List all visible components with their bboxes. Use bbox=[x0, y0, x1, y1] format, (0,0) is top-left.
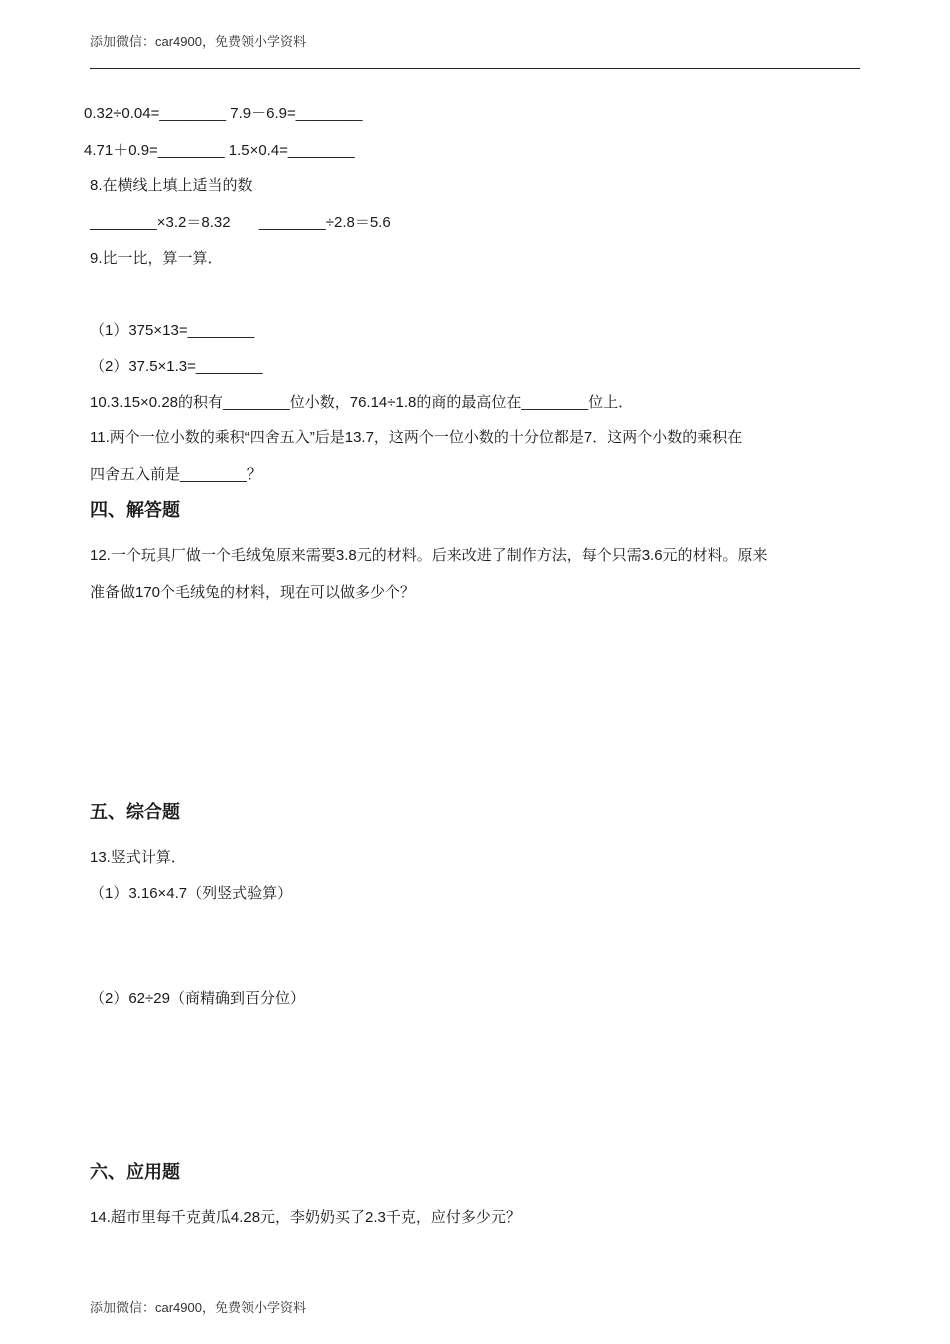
question-12-line-1: 12.一个玩具厂做一个毛绒兔原来需要3.8元的材料。后来改进了制作方法，每个只需3.6元的材料。原来 bbox=[90, 547, 768, 564]
question-13-part-2: （2）62÷29（商精确到百分位） bbox=[90, 990, 305, 1007]
question-8: 8.在横线上填上适当的数 bbox=[90, 177, 253, 194]
page-footer: 添加微信：car4900，免费领小学资料 bbox=[90, 1300, 306, 1315]
question-12-line-2: 准备做170个毛绒兔的材料，现在可以做多少个？ bbox=[90, 584, 416, 601]
page-header: 添加微信：car4900，免费领小学资料 bbox=[90, 34, 306, 49]
question-8-blank-b: ________÷2.8＝5.6 bbox=[259, 214, 391, 231]
question-13-part-1: （1）3.16×4.7（列竖式验算） bbox=[90, 885, 293, 902]
section-5-title: 五、综合题 bbox=[90, 802, 180, 822]
question-9-part-1: （1）375×13=________ bbox=[90, 322, 255, 339]
question-13: 13.竖式计算． bbox=[90, 849, 186, 866]
section-4-title: 四、解答题 bbox=[90, 500, 180, 520]
question-8-blank-a: ________×3.2＝8.32 bbox=[90, 214, 231, 231]
calc-line-1: 0.32÷0.04=________ 7.9－6.9=________ bbox=[84, 105, 363, 122]
question-9-part-2: （2）37.5×1.3=________ bbox=[90, 358, 263, 375]
question-9: 9.比一比，算一算． bbox=[90, 250, 223, 267]
question-11-line-2: 四舍五入前是________？ bbox=[90, 466, 262, 483]
header-divider bbox=[90, 68, 860, 69]
question-14: 14.超市里每千克黄瓜4.28元，李奶奶买了2.3千克，应付多少元？ bbox=[90, 1209, 521, 1226]
question-10: 10.3.15×0.28的积有________位小数，76.14÷1.8的商的最高位在________位上． bbox=[90, 394, 634, 411]
question-11-line-1: 11.两个一位小数的乘积“四舍五入”后是13.7，这两个一位小数的十分位都是7．这两个小数的乘积在 bbox=[90, 429, 743, 446]
section-6-title: 六、应用题 bbox=[90, 1162, 180, 1182]
calc-line-2: 4.71＋0.9=________ 1.5×0.4=________ bbox=[84, 142, 355, 159]
